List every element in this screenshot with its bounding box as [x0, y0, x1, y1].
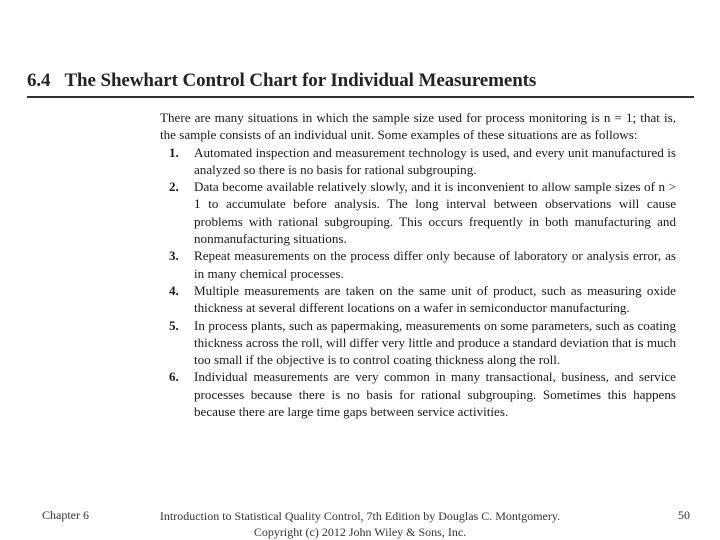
list-item [160, 282, 676, 317]
section-title-text: The Shewhart Control Chart for Individual Measurements [64, 70, 537, 91]
item-text: Automated inspection and measurement technology is used, and every unit manufactured is analyzed so there is no basis for rational subgrouping. [194, 144, 676, 177]
body-text [160, 109, 676, 420]
list-item [160, 178, 676, 247]
item-text: Repeat measurements on the process differ only because of laboratory or analysis error, as in many chemical processes. [194, 248, 676, 281]
list-item [160, 144, 676, 179]
item-number: 1. [169, 144, 179, 160]
intro-paragraph: There are many situations in which the sample size used for process monitoring is n = 1; that is, the sample consists of an individual unit. Some examples of these situations are as follows: [160, 110, 676, 143]
footer-citation-line1: Introduction to Statistical Quality Control, 7th Edition by Douglas C. Montgomery. [159, 509, 561, 523]
footer-chapter: Chapter 6 [42, 508, 89, 522]
item-text: Multiple measurements are taken on the same unit of product, such as measuring oxide thickness at several different locations on a wafer in semiconductor manufacturing. [194, 282, 676, 316]
title-divider [27, 96, 694, 98]
list-item [160, 247, 676, 282]
section-title [27, 70, 536, 92]
footer-citation-line2: Copyright (c) 2012 John Wiley & Sons, Inc. [253, 525, 467, 539]
item-number: 5. [169, 317, 179, 333]
item-text: Data become available relatively slowly, and it is inconvenient to allow sample sizes of n > 1 to accumulate before analysis. The long interval between observations will cause problems with rational subgrouping. This occurs frequently in both manufacturing and nonmanufacturing situations. [194, 179, 676, 247]
footer-page-number: 50 [678, 508, 690, 522]
item-number: 4. [169, 282, 179, 298]
list-item [160, 317, 676, 369]
section-number: 6.4 [27, 70, 51, 91]
item-number: 6. [169, 369, 179, 385]
item-number: 3. [169, 248, 179, 264]
footer-citation [120, 508, 600, 540]
list-item [160, 368, 676, 420]
item-number: 2. [169, 179, 179, 195]
item-text: Individual measurements are very common in many transactional, business, and service processes because there is no basis for rational subgrouping. Sometimes this happens because there are large time gaps between service activities. [194, 369, 676, 420]
item-text: In process plants, such as papermaking, measurements on some parameters, such as coating thickness across the roll, will differ very little and produce a standard deviation that is much too small if the objective is to control coating thickness along the roll. [194, 317, 676, 368]
